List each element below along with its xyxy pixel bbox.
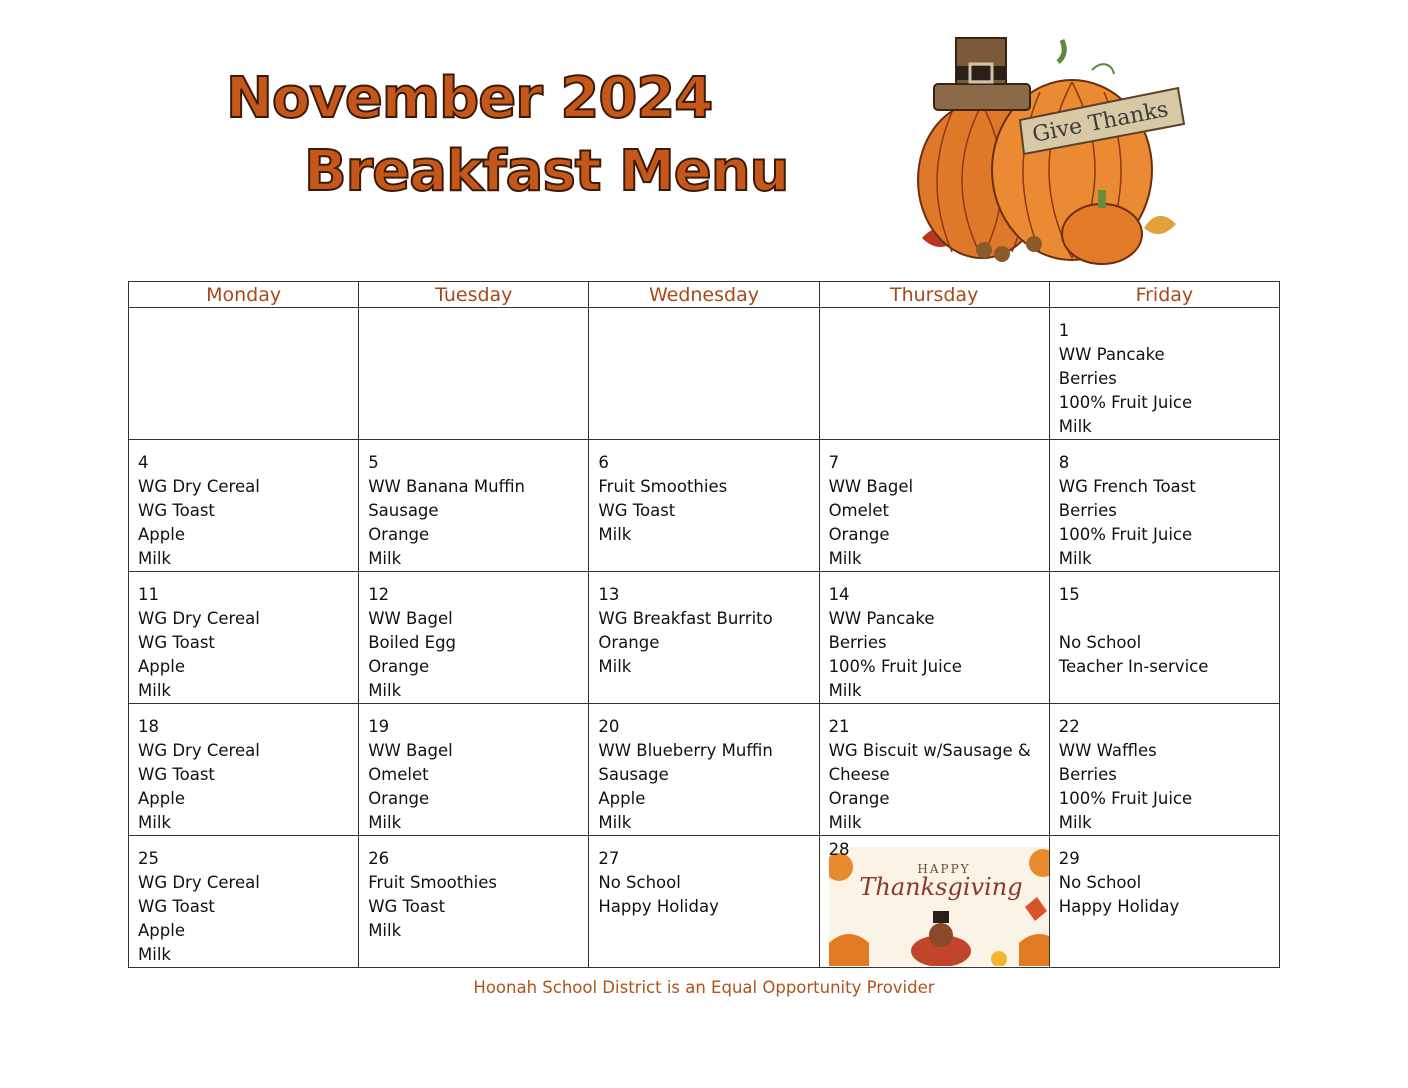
menu-item: Milk xyxy=(598,657,632,676)
day-cell xyxy=(589,704,819,836)
day-number: 21 xyxy=(828,717,850,736)
menu-item: Milk xyxy=(1058,549,1092,568)
day-number xyxy=(598,319,818,343)
menu-item xyxy=(1059,607,1279,631)
menu-item: Apple xyxy=(138,921,185,940)
menu-item: Fruit Smoothies xyxy=(368,873,498,892)
menu-item: WG Toast xyxy=(138,897,215,916)
footer-note: Hoonah School District is an Equal Opportunity Provider xyxy=(473,978,935,997)
menu-item: Happy Holiday xyxy=(598,897,719,916)
week-row xyxy=(129,704,1280,836)
menu-item: Milk xyxy=(138,681,171,700)
day-cell xyxy=(589,836,819,968)
menu-item: WG Toast xyxy=(138,633,215,652)
menu-item: Milk xyxy=(138,549,171,568)
day-number: 8 xyxy=(1058,453,1070,472)
title-menu: Breakfast Menu xyxy=(304,139,789,204)
day-cell xyxy=(589,572,819,704)
menu-item: Milk xyxy=(368,681,402,700)
menu-item: Milk xyxy=(828,813,862,832)
day-number: 1 xyxy=(1058,321,1070,340)
day-number: 4 xyxy=(138,453,149,472)
menu-item: Orange xyxy=(368,525,430,544)
menu-item: Sausage xyxy=(368,501,439,520)
weekday-header-wednesday: Wednesday xyxy=(589,282,819,308)
menu-item: WW Bagel xyxy=(828,477,914,496)
day-cell xyxy=(819,572,1049,704)
menu-item: Apple xyxy=(138,789,185,808)
day-cell xyxy=(819,704,1049,836)
menu-item: Berries xyxy=(1058,765,1117,784)
day-number: 25 xyxy=(138,849,159,868)
weekday-header-tuesday: Tuesday xyxy=(359,282,589,308)
menu-item: WG Toast xyxy=(598,501,676,520)
day-cell xyxy=(1049,836,1279,968)
menu-item: Milk xyxy=(368,813,402,832)
day-number: 27 xyxy=(598,849,620,868)
day-cell xyxy=(589,308,819,440)
menu-item: Apple xyxy=(598,789,646,808)
menu-item: Omelet xyxy=(828,501,889,520)
menu-item: WW Pancake xyxy=(1058,345,1165,364)
day-number: 28 xyxy=(828,840,850,859)
menu-item: WW Bagel xyxy=(368,741,453,760)
day-number: 22 xyxy=(1058,717,1080,736)
day-cell xyxy=(359,836,589,968)
day-cell xyxy=(359,572,589,704)
title-month: November 2024 xyxy=(226,66,713,131)
day-number xyxy=(138,319,358,343)
week-row xyxy=(129,572,1280,704)
pumpkin-give-thanks-icon xyxy=(912,30,1192,268)
day-cell xyxy=(819,836,1049,968)
day-cell xyxy=(129,308,359,440)
menu-item: 100% Fruit Juice xyxy=(828,657,962,676)
menu-calendar xyxy=(128,281,1280,968)
day-cell xyxy=(129,836,359,968)
week-row xyxy=(129,836,1280,968)
menu-item: Boiled Egg xyxy=(368,633,457,652)
day-cell xyxy=(819,440,1049,572)
menu-item: Milk xyxy=(828,549,862,568)
day-cell xyxy=(1049,572,1279,704)
menu-item: WG French Toast xyxy=(1058,477,1196,496)
menu-item: WG Dry Cereal xyxy=(138,873,260,892)
menu-item: Sausage xyxy=(598,765,669,784)
svg-text:Give Thanks: Give Thanks xyxy=(1030,97,1171,148)
menu-item: WW Pancake xyxy=(828,609,935,628)
week-row xyxy=(129,308,1280,440)
menu-item: No School xyxy=(598,873,681,892)
menu-item: Omelet xyxy=(368,765,429,784)
menu-item: 100% Fruit Juice xyxy=(1058,393,1193,412)
day-number xyxy=(829,319,1049,343)
day-number: 29 xyxy=(1058,849,1080,868)
menu-item: Orange xyxy=(368,657,430,676)
menu-item: WW Blueberry Muffin xyxy=(598,741,773,760)
menu-item: Milk xyxy=(598,525,632,544)
day-number: 5 xyxy=(368,453,379,472)
menu-item: No School xyxy=(1058,633,1142,652)
weekday-header-monday: Monday xyxy=(129,282,359,308)
menu-item: WG Toast xyxy=(138,501,215,520)
menu-item: 100% Fruit Juice xyxy=(1058,525,1193,544)
menu-item: Happy Holiday xyxy=(1058,897,1180,916)
day-number: 11 xyxy=(138,585,159,604)
day-cell xyxy=(359,704,589,836)
weekday-header-thursday: Thursday xyxy=(819,282,1049,308)
menu-item: Berries xyxy=(1058,369,1117,388)
image-text-thanksgiving: Thanksgiving xyxy=(858,873,1023,901)
day-cell xyxy=(129,704,359,836)
menu-item: Milk xyxy=(1058,417,1092,436)
menu-item: Milk xyxy=(138,813,171,832)
day-number: 20 xyxy=(598,717,620,736)
menu-item: Apple xyxy=(138,525,185,544)
menu-item: No School xyxy=(1058,873,1142,892)
menu-item: WW Waffles xyxy=(1058,741,1157,760)
day-cell xyxy=(359,308,589,440)
menu-item: WW Bagel xyxy=(368,609,453,628)
day-number: 19 xyxy=(368,717,390,736)
weekday-header-row xyxy=(129,282,1280,308)
day-cell xyxy=(1049,308,1279,440)
menu-item: WG Dry Cereal xyxy=(138,477,260,496)
menu-item: Fruit Smoothies xyxy=(598,477,728,496)
menu-item: Teacher In-service xyxy=(1058,657,1209,676)
menu-item: WG Dry Cereal xyxy=(138,741,260,760)
day-number: 15 xyxy=(1058,585,1080,604)
menu-item: Milk xyxy=(368,921,402,940)
day-number: 26 xyxy=(368,849,390,868)
day-cell xyxy=(1049,440,1279,572)
menu-item: Orange xyxy=(598,633,660,652)
day-cell xyxy=(359,440,589,572)
menu-item: WG Breakfast Burrito xyxy=(598,609,773,628)
day-cell xyxy=(819,308,1049,440)
happy-thanksgiving-icon xyxy=(829,847,1050,966)
day-number: 6 xyxy=(598,453,609,472)
image-text-happy: HAPPY xyxy=(916,862,971,876)
menu-item: Berries xyxy=(828,633,887,652)
week-row xyxy=(129,440,1280,572)
menu-item: Milk xyxy=(828,681,862,700)
menu-item: WG Biscuit w/Sausage & xyxy=(828,741,1031,760)
day-cell xyxy=(129,572,359,704)
menu-item: WW Banana Muffin xyxy=(368,477,525,496)
day-cell xyxy=(129,440,359,572)
menu-item: Milk xyxy=(598,813,632,832)
day-cell xyxy=(589,440,819,572)
menu-item: Orange xyxy=(828,525,890,544)
day-number: 14 xyxy=(828,585,850,604)
menu-item: Cheese xyxy=(828,765,890,784)
menu-item: Apple xyxy=(138,657,185,676)
day-number: 12 xyxy=(368,585,390,604)
day-cell xyxy=(1049,704,1279,836)
menu-item: WG Dry Cereal xyxy=(138,609,260,628)
menu-item: WG Toast xyxy=(368,897,446,916)
menu-item: Orange xyxy=(828,789,890,808)
menu-item: Berries xyxy=(1058,501,1117,520)
weekday-header-friday: Friday xyxy=(1049,282,1279,308)
menu-item: Milk xyxy=(1058,813,1092,832)
day-number: 7 xyxy=(828,453,840,472)
menu-item: Milk xyxy=(138,945,171,964)
day-number xyxy=(368,319,588,343)
menu-item: WG Toast xyxy=(138,765,215,784)
menu-item: 100% Fruit Juice xyxy=(1058,789,1193,808)
day-number: 18 xyxy=(138,717,159,736)
day-number: 13 xyxy=(598,585,620,604)
menu-item: Orange xyxy=(368,789,430,808)
menu-item: Milk xyxy=(368,549,402,568)
